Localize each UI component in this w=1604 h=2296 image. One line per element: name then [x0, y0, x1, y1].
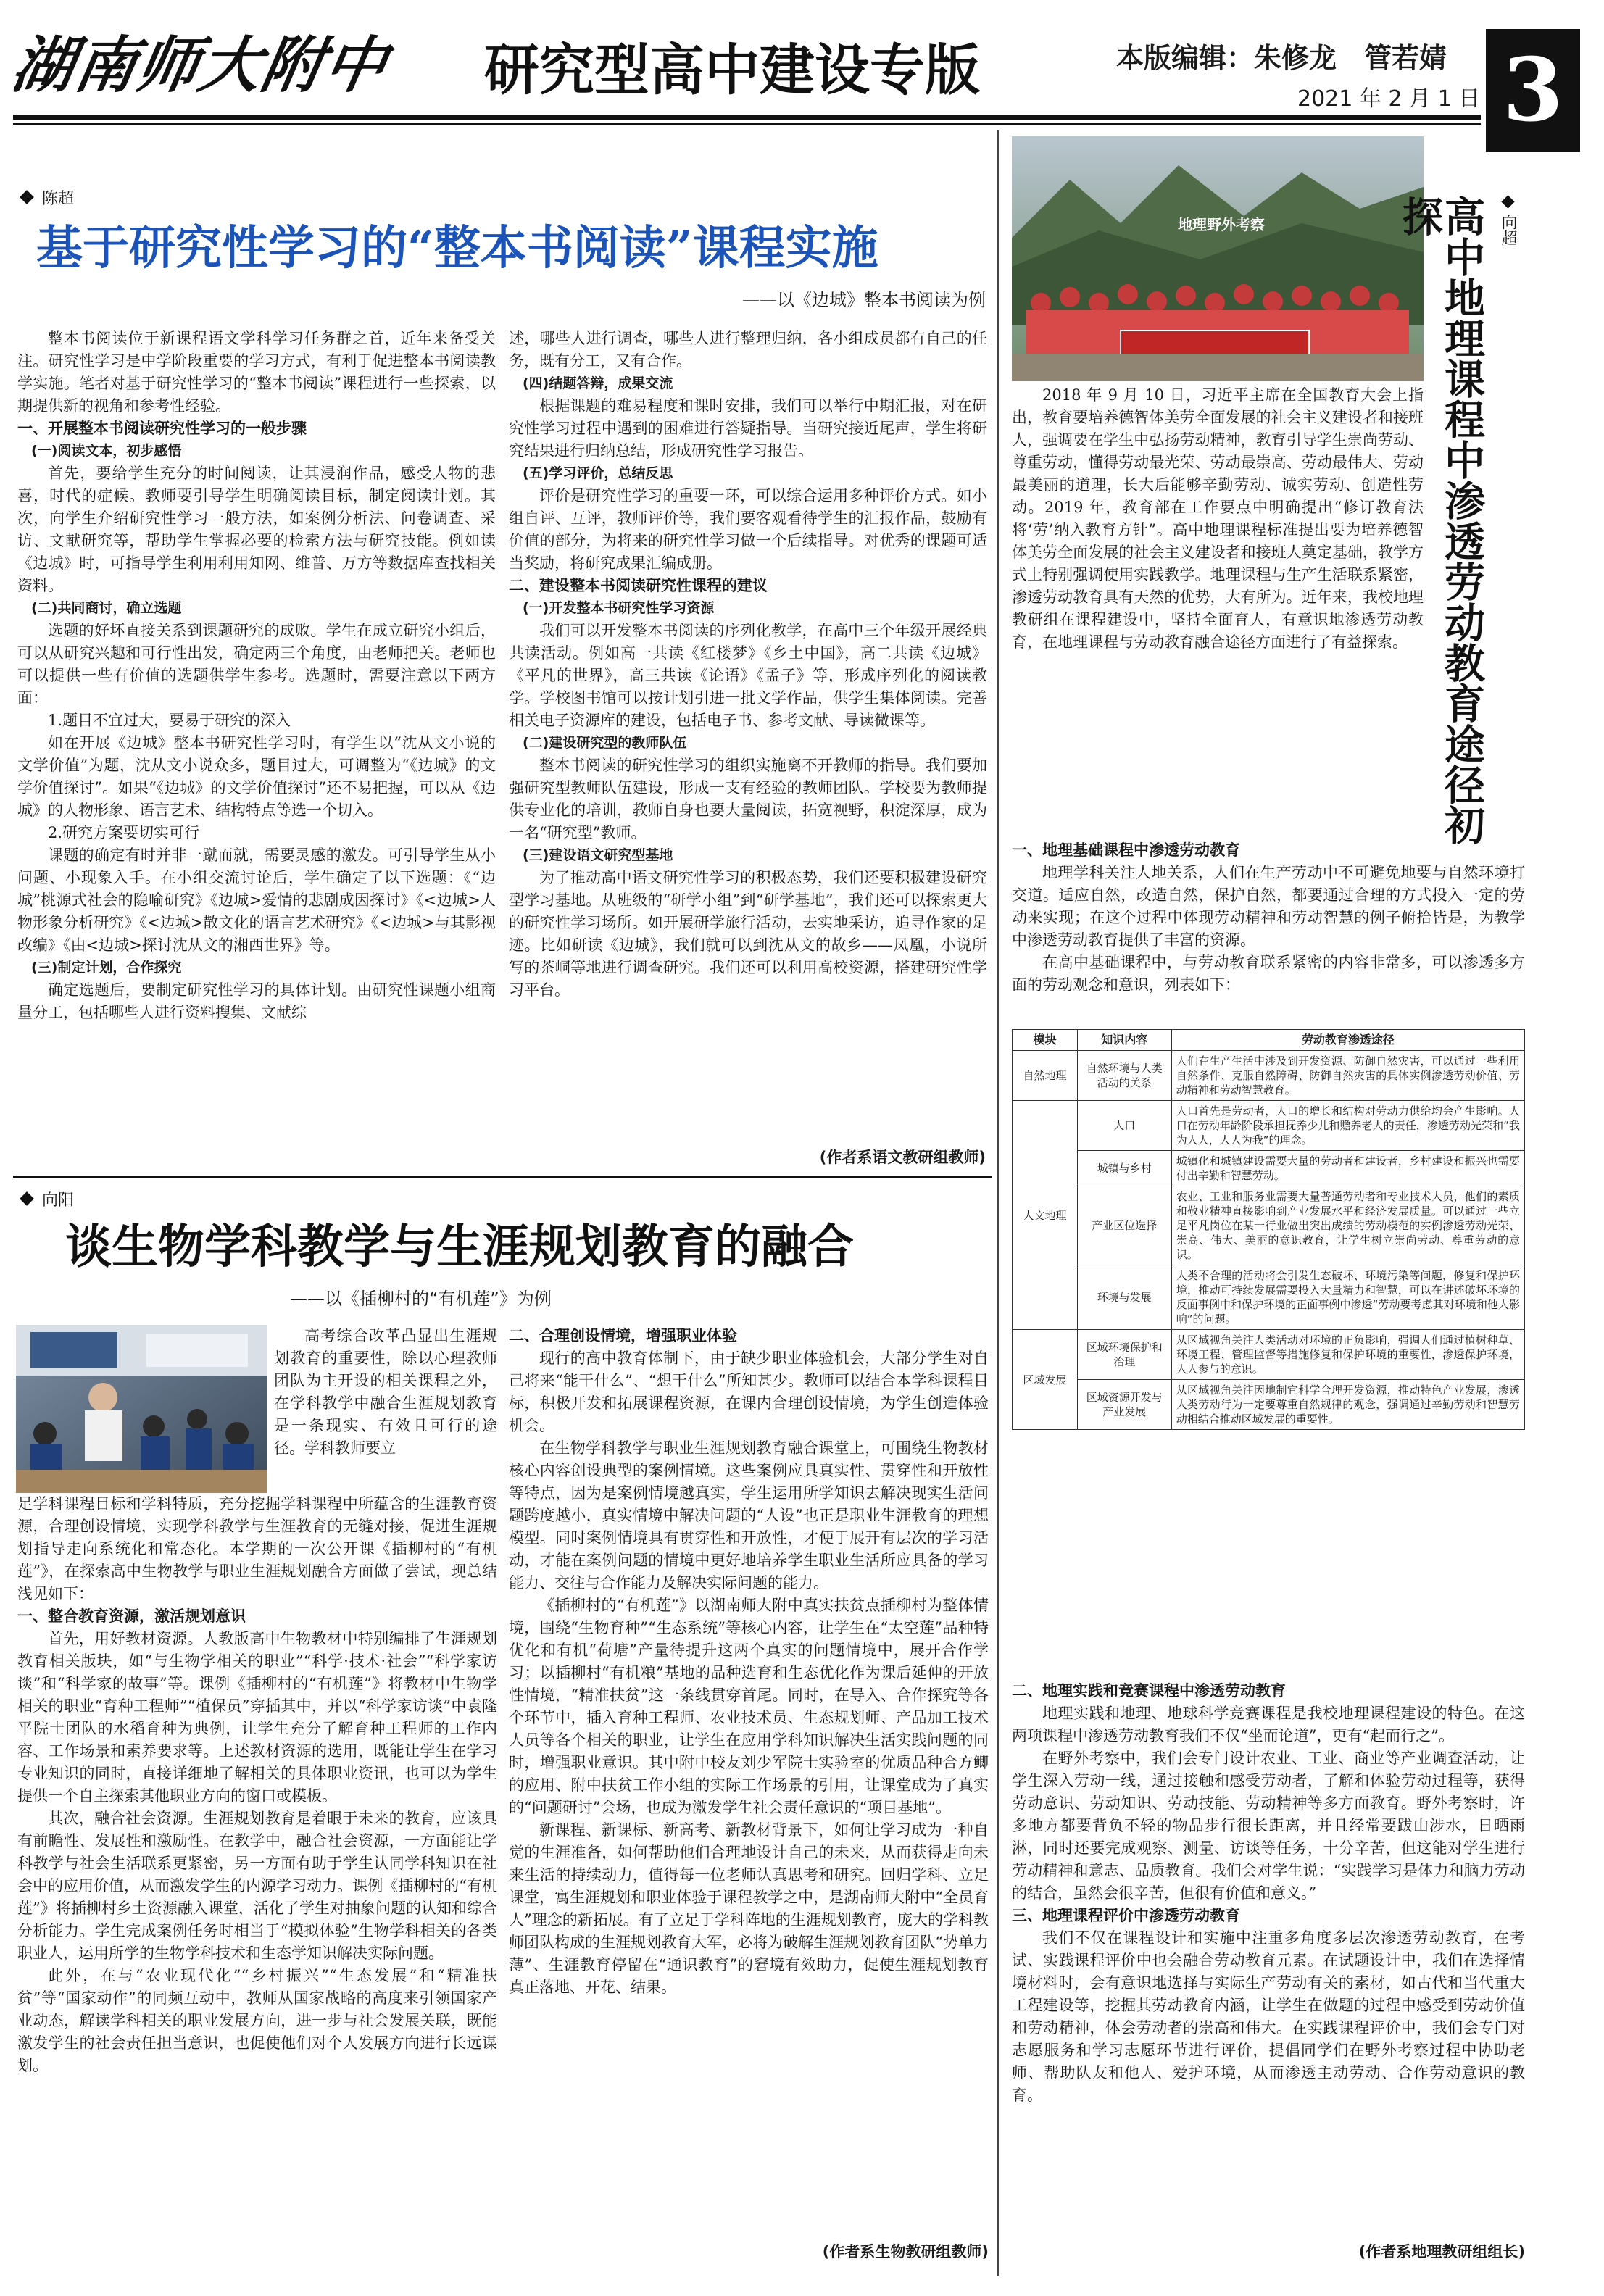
module-cell: 区域发展	[1013, 1330, 1078, 1430]
topic-cell: 环境与发展	[1077, 1265, 1171, 1330]
editor-line: 本版编辑：朱修龙 管若婧	[1116, 42, 1447, 74]
article1-column-1	[17, 328, 496, 1168]
topic-cell: 区域环境保护和治理	[1077, 1330, 1171, 1380]
article3-credit: (作者系地理教研组组长)	[1358, 2243, 1525, 2260]
diamond-icon	[20, 1191, 34, 1206]
section-heading: 二、合理创设情境，增强职业体验	[509, 1327, 737, 1344]
topic-cell: 产业区位选择	[1077, 1186, 1171, 1265]
topic-cell: 城镇与乡村	[1077, 1151, 1171, 1186]
section-heading: 一、地理基础课程中渗透劳动教育	[1012, 841, 1240, 859]
paragraph: 地理实践和地理、地球科学竞赛课程是我校地理课程建设的特色。在这两项课程中渗透劳动教育我们不仅“坐而论道”，更有“起而行之”。	[1012, 1705, 1525, 1744]
article2-headline: 谈生物学科教学与生涯规划教育的融合	[65, 1220, 854, 1274]
article3-intro	[1012, 384, 1424, 838]
subsection-heading: (四)结题答辩，成果交流	[523, 375, 673, 391]
page-number: 3	[1486, 29, 1580, 152]
article2-wrap-text	[274, 1325, 497, 1493]
table-row	[1013, 1265, 1525, 1330]
table-row	[1013, 1101, 1525, 1151]
paragraph: 选题的好坏直接关系到课题研究的成败。学生在成立研究小组后，可以从研究兴趣和可行性出发，确定两三个角度，由老师把关。老师也可以提供一些有价值的选题供学生参考。选题时，需要注意以下两方面：	[17, 622, 496, 707]
article2-column-2	[509, 1325, 989, 2237]
topic-cell: 人口	[1077, 1101, 1171, 1151]
paragraph: 在高中基础课程中，与劳动教育联系紧密的内容非常多，可以渗透多方面的劳动观念和意识，列表如下：	[1012, 954, 1525, 994]
table-row	[1013, 1330, 1525, 1380]
content-cell: 城镇化和城镇建设需要大量的劳动者和建设者，乡村建设和振兴也需要付出辛勤和智慧劳动。	[1171, 1151, 1524, 1186]
paragraph: 我们不仅在课程设计和实施中注重多角度多层次渗透劳动教育，在考试、实践课程评价中也会融合劳动教育元素。在试题设计中，我们在选择情境材料时，会有意识地选择与实际生产劳动有关的素材，如古代和当代重大工程建设等，挖掘其劳动教育内涵，让学生在做题的过程中感受到劳动价值和劳动精神，体会劳动者的崇高和伟大。在实践课程评价中，我们会专门对志愿服务和学习志愿环节进行评价，提倡同学们在野外考察过程中协助老师、帮助队友和他人、爱护环境，从而渗透主动劳动、合作劳动意识的教育。	[1012, 1929, 1525, 2104]
subsection-heading: (二)建设研究型的教师队伍	[523, 735, 687, 751]
paragraph: 2018 年 9 月 10 日，习近平主席在全国教育大会上指出，教育要培养德智体美劳全面发展的社会主义建设者和接班人，强调要在学生中弘扬劳动精神，教育引导学生崇尚劳动、尊重劳动，懂得劳动最光荣、劳动最崇高、劳动最伟大、劳动最美丽的道理，长大后能够辛勤劳动、诚实劳动、创造性劳动。2019 年，教育部在工作要点中明确提出“修订教育法将‘劳’纳入教育方针”。高中地理课程标准提出要为培养德智体美劳全面发展的社会主义建设者和接班人奠定基础，教学方式上特别强调使用实践教学。地理课程与生产生活联系紧密，渗透劳动教育具有天然的优势，大有所为。近年来，我校地理教研组在课程建设中，坚持全面育人，有意识地渗透劳动教育，在地理课程与劳动教育融合途径方面进行了有益探索。	[1012, 386, 1424, 651]
article1-author	[22, 187, 74, 212]
content-cell: 从区域视角关注因地制宜科学合理开发资源，推动特色产业发展，渗透人类劳动行为一定要尊重自然规律的观念，强调通过辛勤劳动和智慧劳动相结合推动区域发展的重要性。	[1171, 1380, 1524, 1430]
diamond-icon	[20, 190, 34, 204]
paragraph: 确定选题后，要制定研究性学习的具体计划。由研究性课题小组商量分工，包括哪些人进行资料搜集、文献综	[17, 981, 496, 1021]
paragraph: 评价是研究性学习的重要一环，可以综合运用多种评价方式。如小组自评、互评，教师评价等，我们要客观看待学生的汇报作品，鼓励有价值的部分，为将来的研究性学习做一个后续指导。对优秀的课题可适当奖励，将研究成果汇编成册。	[509, 487, 987, 572]
masthead-rule	[13, 115, 1481, 120]
article1-column-2	[509, 328, 987, 1139]
paragraph: 如在开展《边城》整本书研究性学习时，有学生以“沈从文小说的文学价值”为题，沈从文小说众多，题目过大，可调整为“《边城》的文学价值探讨”。如果“《边城》的文学价值探讨”还不易把握，可以从《边城》的人物形象、语言艺术、结构特点等选一个切入。	[17, 734, 496, 819]
paragraph: 地理学科关注人地关系，人们在生产劳动中不可避免地要与自然环境打交道。适应自然，改造自然，保护自然，都要通过合理的方式投入一定的劳动来实现；在这个过程中体现劳动精神和劳动智慧的例子俯拾皆是，为教学中渗透劳动教育提供了丰富的资源。	[1012, 864, 1525, 949]
article1-headline: 基于研究性学习的“整本书阅读”课程实施	[36, 221, 878, 275]
field-trip-photo-svg	[1012, 136, 1424, 381]
article2-column-1	[17, 1493, 497, 2261]
content-cell: 农业、工业和服务业需要大量普通劳动者和专业技术人员，他们的素质和敬业精神直接影响到产业发展水平和经济发展质量。可以通过一些立足平凡岗位在某一行业做出突出成绩的劳动模范的实例渗透劳动光荣、崇高、伟大、美丽的意识教育，让学生树立崇尚劳动、尊重劳动的意识。	[1171, 1186, 1524, 1265]
paragraph: 述，哪些人进行调查，哪些人进行整理归纳，各小组成员都有自己的任务，既有分工，又有合作。	[509, 330, 987, 370]
article1-author-name: 陈超	[42, 190, 75, 208]
article2-author-name: 向阳	[42, 1191, 75, 1210]
article2-credit: (作者系生物教研组教师)	[822, 2243, 989, 2260]
subsection-heading: (五)学习评价，总结反思	[523, 465, 673, 481]
module-cell: 自然地理	[1013, 1051, 1078, 1101]
table-row	[1013, 1186, 1525, 1265]
paragraph: 1.题目不宜过大，要易于研究的深入	[48, 712, 291, 729]
table-header-cell: 知识内容	[1077, 1030, 1171, 1051]
paragraph: 在生物学科教学与职业生涯规划教育融合课堂上，可围绕生物教材核心内容创设典型的案例情境。这些案例应具真实性、贯穿性和开放性等特点，因为是案例情境越真实，学生运用所学知识去解决现实生活问题跨度越小，真实情境中解决问题的“人设”也正是职业生涯教育的理想模型。同时案例情境具有贯穿性和开放性，才便于展开有层次的学习活动，才能在案例问题的情境中更好地培养学生职业生活所应具备的学习能力、交往与合作能力及解决实际问题的能力。	[509, 1439, 989, 1592]
paragraph: 足学科课程目标和学科特质，充分挖掘学科课程中所蕴含的生涯教育资源，合理创设情境，实现学科教学与生涯教育的无缝对接，促进生涯规划指导走向系统化和常态化。本学期的一次公开课《插柳村的“有机莲”》，在探索高中生物教学与职业生涯规划融合方面做了尝试，现总结浅见如下：	[17, 1495, 497, 1602]
page-title: 研究型高中建设专版	[484, 38, 980, 102]
paragraph: 现行的高中教育体制下，由于缺少职业体验机会，大部分学生对自己将来“能干什么”、“想干什么”所知甚少。教师可以结合本学科课程目标，积极开发和拓展课程资源，在课内合理创设情境，为学生创造体验机会。	[509, 1349, 989, 1434]
table-header-cell: 模块	[1013, 1030, 1078, 1051]
paragraph: 2.研究方案要切实可行	[48, 824, 200, 841]
section-heading: 二、建设整本书阅读研究性课程的建议	[509, 577, 768, 594]
paragraph: 根据课题的难易程度和课时安排，我们可以举行中期汇报，对在研究性学习过程中遇到的困难进行答疑指导。当研究接近尾声，学生将研究结果进行归纳总结，形成研究性学习报告。	[509, 397, 987, 459]
classroom-photo-svg	[16, 1325, 267, 1493]
article3-body-2	[1012, 1680, 1525, 2238]
article3-body-1	[1012, 839, 1525, 1028]
paragraph: 在野外考察中，我们会专门设计农业、工业、商业等产业调查活动，让学生深入劳动一线，通过接触和感受劳动者，了解和体验劳动过程等，获得劳动意识、劳动知识、劳动技能、劳动精神等多方面教育。野外考察时，许多地方都要背负不轻的物品步行很长距离，并且经常要跋山涉水，日晒雨淋，同时还要完成观察、测量、访谈等任务，十分辛苦，但这能对学生进行劳动精神和意志、品质教育。我们会对学生说：“实践学习是体力和脑力劳动的结合，虽然会很辛苦，但很有价值和意义。”	[1012, 1750, 1525, 1902]
subsection-heading: (三)制定计划，合作探究	[31, 960, 182, 976]
geo-labor-table	[1012, 1029, 1525, 1430]
article2-subhead: ——以《插柳村的“有机莲”》为例	[290, 1289, 552, 1309]
column-divider	[997, 130, 999, 2276]
table-row	[1013, 1380, 1525, 1430]
table-row	[1013, 1051, 1525, 1101]
article3-author	[1496, 197, 1518, 277]
paragraph: 首先，要给学生充分的时间阅读，让其浸润作品，感受人物的悲喜，时代的症候。教师要引导学生明确阅读目标，制定阅读计划。其次，向学生介绍研究性学习一般方法，如案例分析法、问卷调查、采访、文献研究等，帮助学生掌握必要的检索方法与研究技能。例如读《边城》时，可指导学生利用利用知网、维普、万方等数据库查找相关资料。	[17, 465, 496, 594]
section-heading: 三、地理课程评价中渗透劳动教育	[1012, 1907, 1240, 1924]
paragraph: 整本书阅读的研究性学习的组织实施离不开教师的指导。我们要加强研究型教师队伍建设，形成一支有经验的教师团队。学校要为教师提供专业化的培训，教师自身也要大量阅读，拓宽视野，积淀深厚，成为一名“研究型”教师。	[509, 757, 987, 841]
content-cell: 从区域视角关注人类活动对环境的正负影响，强调人们通过植树种草、环境工程、管理监督等措施修复和保护环境的重要性，渗透保护环境，人人参与的意识。	[1171, 1330, 1524, 1380]
topic-cell: 自然环境与人类活动的关系	[1077, 1051, 1171, 1101]
article1-subhead: ——以《边城》整本书阅读为例	[742, 290, 986, 310]
field-trip-photo	[1012, 136, 1424, 381]
paragraph: 《插柳村的“有机莲”》以湖南师大附中真实扶贫点插柳村为整体情境，围绕“生物育种”“生态系统”等核心内容，让学生在“太空莲”品种特优化和有机“荷塘”产量待提升这两个真实的问题情境中，展开合作学习；以插柳村“有机粮”基地的品种选育和生态优化作为课后延伸的开放性情境，“精准扶贫”这一条线贯穿首尾。同时，在导入、合作探究等各个环节中，插入育种工程师、农业技术员、生态规划师、产品加工技术人员等各个相关的职业，让学生在应用学科知识解决生活实践问题的同时，增强职业意识。其中附中校友刘少军院士实验室的优质品种合方鲫的应用、附中扶贫工作小组的实际工作场景的引用，让课堂成为了真实的“问题研讨”会场，也成为激发学生社会责任意识的“项目基地”。	[509, 1597, 989, 1816]
paragraph: 其次，融合社会资源。生涯规划教育是着眼于未来的教育，应该具有前瞻性、发展性和激励性。在教学中，融合社会资源，一方面能让学科教学与社会生活联系更紧密，另一方面有助于学生认同学科知识在社会中的应用价值，从而激发学生的内源学习动力。课例《插柳村的“有机莲”》将插柳村乡土资源融入课堂，活化了学生对抽象问题的认知和综合分析能力。学生完成案例任务时相当于“模拟体验”生物学科相关的各类职业人，运用所学的生物学科技术和生态学知识解决实际问题。	[17, 1810, 497, 1962]
paragraph: 我们可以开发整本书阅读的序列化教学，在高中三个年级开展经典共读活动。例如高一共读《红楼梦》《乡土中国》，高二共读《边城》《平凡的世界》，高三共读《论语》《孟子》等，形成序列化的阅读教学。学校图书馆可以按计划引进一批文学作品，供学生集体阅读。完善相关电子资源库的建设，包括电子书、参考文献、导读微课等。	[509, 622, 987, 729]
paragraph: 新课程、新课标、新高考、新教材背景下，如何让学习成为一种自觉的生涯准备，如何帮助他们合理地设计自己的未来，从而获得走向未来生活的持续动力，值得每一位老师认真思考和研究。回归学科、立足课堂，寓生涯规划和职业体验于课程教学之中，是湖南师大附中“全员育人”理念的新拓展。有了立足于学科阵地的生涯规划教育，庞大的学科教师团队构成的生涯规划教育大军，必将为破解生涯规划教育团队“势单力薄”、生涯教育停留在“通识教育”的窘境有效助力，促使生涯规划教育真正落地、开花、结果。	[509, 1821, 989, 1996]
masthead-rule-thin	[13, 123, 1481, 125]
content-cell: 人们在生产生活中涉及到开发资源、防御自然灾害，可以通过一些利用自然条件、克服自然障碍、防御自然灾害的具体实例渗透劳动价值、劳动精神和劳动智慧教育。	[1171, 1051, 1524, 1101]
content-cell: 人口首先是劳动者，人口的增长和结构对劳动力供给均会产生影响。人口在劳动年龄阶段承担抚养少儿和赡养老人的责任，渗透劳动光荣和“我为人人，人人为我”的理念。	[1171, 1101, 1524, 1151]
paragraph: 课题的确定有时并非一蹴而就，需要灵感的激发。可引导学生从小问题、小现象入手。在小组交流讨论后，学生确定了以下选题：《“边城”桃源式社会的隐喻研究》《边城>爱情的悲剧成因探讨》《<边城>人物形象分析研究》《<边城>散文化的语言艺术研究》《<边城>与其影视改编》《由<边城>探讨沈从文的湘西世界》等。	[17, 847, 496, 954]
article2-wrap-paragraph: 高考综合改革凸显出生涯规划教育的重要性，除以心理教师团队为主开设的相关课程之外，在学科教学中融合生涯规划教育是一条现实、有效且可行的途径。学科教师要立	[274, 1327, 497, 1457]
article2-author	[22, 1189, 74, 1213]
paragraph: 首先，用好教材资源。人教版高中生物教材中特别编排了生涯规划教育相关版块，如“与生物学相关的职业”“科学·技术·社会”“科学家访谈”和“科学家的故事”等。课例《插柳村的“有机莲”》将教材中生物学相关的职业“育种工程师”“植保员”穿插其中，并以“科学家访谈”中袁隆平院士团队的水稻育种为典例，让学生充分了解育种工程师的工作内容、工作场景和素养要求等。上述教材资源的选用，既能让学生在学习专业知识的同时，直接详细地了解相关的具体职业资讯，也可以为学生提供一个自主探索其他职业方向的窗口或模板。	[17, 1630, 497, 1805]
subsection-heading: (一)阅读文本，初步感悟	[31, 443, 182, 459]
subsection-heading: (二)共同商讨，确立选题	[31, 600, 182, 616]
section-heading: 一、开展整本书阅读研究性学习的一般步骤	[17, 420, 307, 437]
newspaper-logo: 湖南师大附中	[7, 29, 394, 101]
paragraph: 整本书阅读位于新课程语文学科学习任务群之首，近年来备受关注。研究性学习是中学阶段重要的学习方式，有利于促进整本书阅读教学实施。笔者对基于研究性学习的“整本书阅读”课程进行一些探索，以期提供新的视角和参考性经验。	[17, 330, 496, 415]
content-cell: 人类不合理的活动将会引发生态破坏、环境污染等问题，修复和保护环境，推动可持续发展需要投入大量精力和智慧，可以在讲述破坏环境的反面事例中和保护环境的正面事例中渗透“劳动要考虑其对环境和他人影响”的问题。	[1171, 1265, 1524, 1330]
article3-headline: 高中地理课程中渗透劳动教育途径初探	[1396, 196, 1486, 845]
table-header-cell: 劳动教育渗透途径	[1171, 1030, 1524, 1051]
module-cell: 人文地理	[1013, 1101, 1078, 1330]
subsection-heading: (一)开发整本书研究性学习资源	[523, 600, 715, 616]
article1-credit: (作者系语文教研组教师)	[819, 1149, 986, 1166]
table-header-row	[1013, 1030, 1525, 1051]
section-divider	[13, 1176, 992, 1178]
diamond-icon	[1501, 195, 1514, 208]
paragraph: 此外，在与“农业现代化”“乡村振兴”“生态发展”和“精准扶贫”等“国家动作”的同频互动中，教师从国家战略的高度来引领国家产业动态，解读学科相关的职业发展方向，进一步与社会发展关联，既能激发学生的社会责任担当意识，也促使他们对个人发展方向进行长远谋划。	[17, 1967, 497, 2074]
geo-labor-table-grid	[1012, 1029, 1525, 1430]
table-row	[1013, 1151, 1525, 1186]
issue-date: 2021 年 2 月 1 日	[1297, 86, 1481, 112]
topic-cell: 区域资源开发与产业发展	[1077, 1380, 1171, 1430]
field-trip-banner: 地理野外考察	[1178, 216, 1265, 233]
section-heading: 二、地理实践和竞赛课程中渗透劳动教育	[1012, 1682, 1286, 1700]
paragraph: 为了推动高中语文研究性学习的积极态势，我们还要积极建设研究型学习基地。从班级的“研学小组”到“研学基地”，我们还可以探索更大的研究性学习场所。如开展研学旅行活动，去实地采访，追寻作家的足迹。比如研读《边城》，我们就可以到沈从文的故乡——凤凰，小说所写的茶峒等地进行调查研究。我们还可以利用高校资源，搭建研究性学习平台。	[509, 869, 987, 999]
article3-author-name: 向超	[1499, 214, 1517, 246]
classroom-photo	[16, 1325, 267, 1493]
section-heading: 一、整合教育资源，激活规划意识	[17, 1607, 246, 1625]
subsection-heading: (三)建设语文研究型基地	[523, 847, 673, 863]
